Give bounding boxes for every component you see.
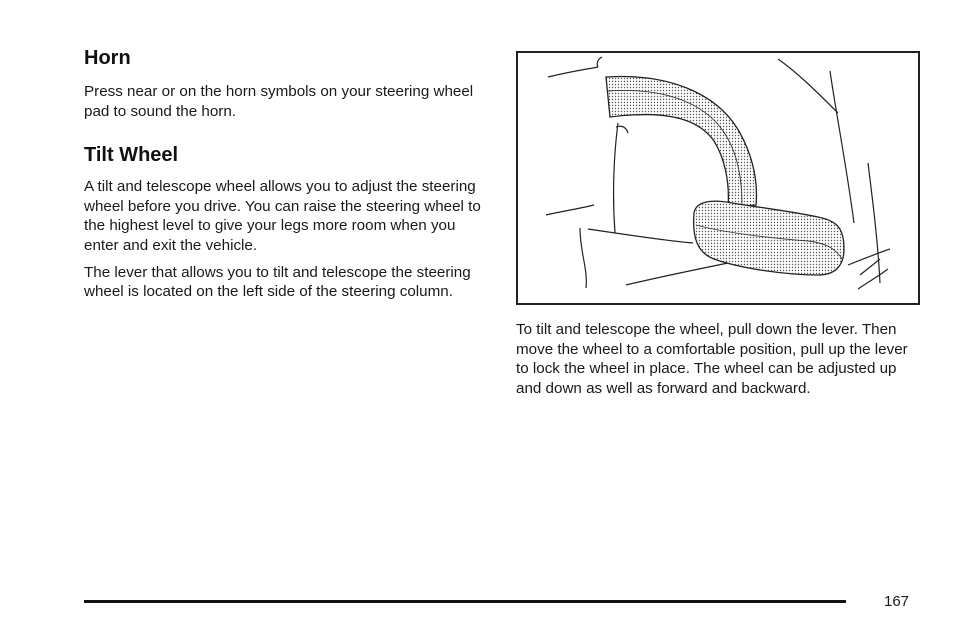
tilt-wheel-paragraph-2: The lever that allows you to tilt and telescope the steering wheel is located on the left side of the steering column. (84, 263, 471, 301)
footer-rule (84, 600, 846, 603)
steering-column-lever-illustration (516, 51, 920, 305)
page-number: 167 (884, 593, 910, 610)
horn-heading: Horn (84, 47, 131, 69)
right-column (516, 51, 920, 398)
tilt-wheel-heading: Tilt Wheel (84, 144, 179, 167)
tilt-wheel-paragraph-1: A tilt and telescope wheel allows you to adjust the steering wheel before you drive. You can raise the steering wheel to the highest level to give your legs more room when you enter and exit the vehicle. (84, 178, 481, 254)
left-column (84, 46, 484, 302)
figure-caption: To tilt and telescope the wheel, pull down the lever. Then move the wheel to a comfortable position, pull up the lever to lock the wheel in place. The wheel can be adjusted up and down as well as forward and backward. (516, 321, 908, 397)
horn-paragraph: Press near or on the horn symbols on your steering wheel pad to sound the horn. (84, 83, 474, 120)
lever-drawing-icon (518, 53, 918, 303)
